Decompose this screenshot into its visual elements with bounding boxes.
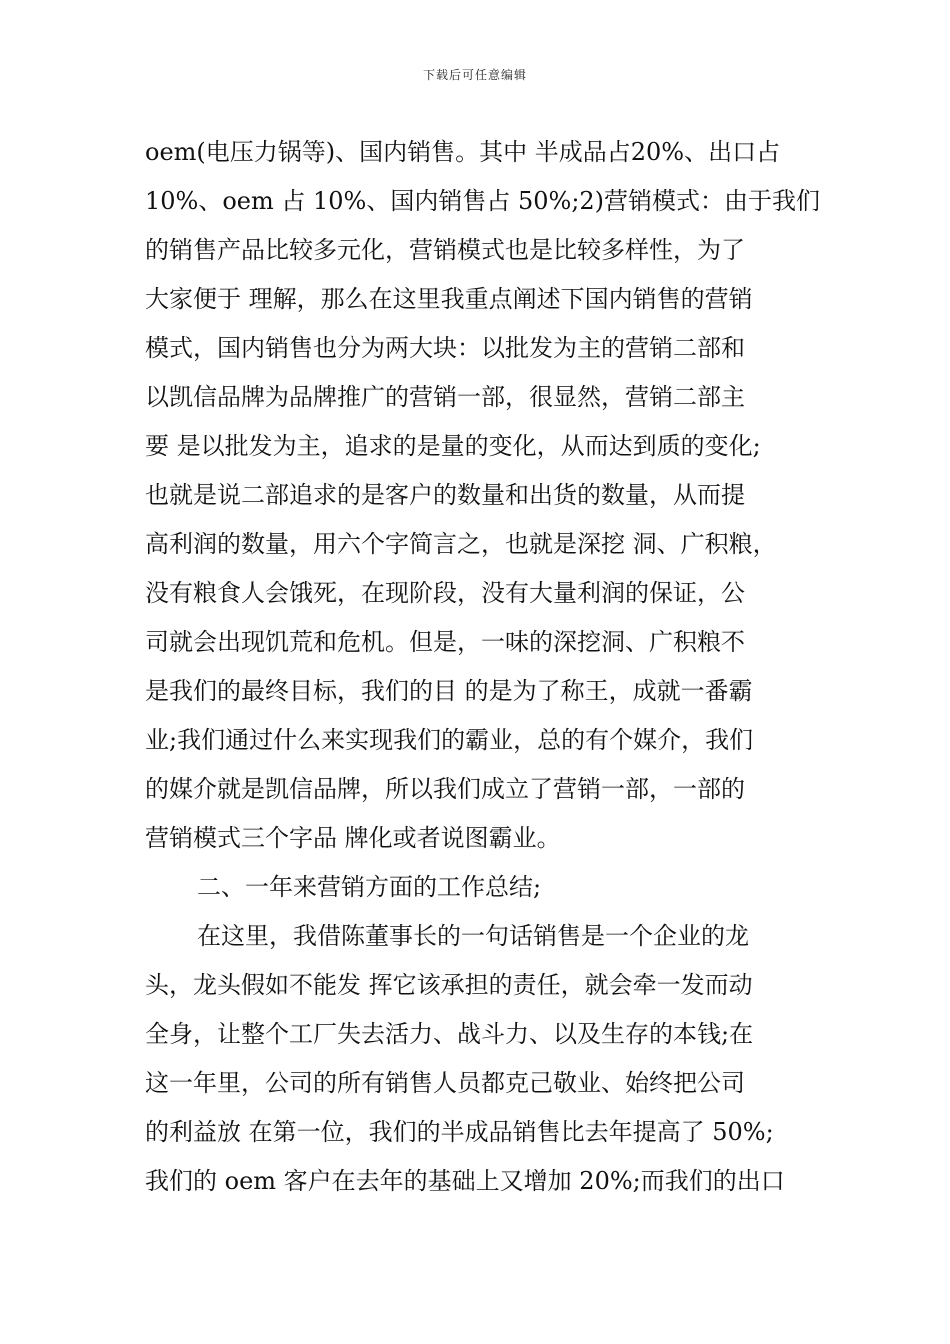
text-line: 的媒介就是凯信品牌，所以我们成立了营销一部，一部的 — [145, 775, 745, 803]
text-line: 头，龙头假如不能发 挥它该承担的责任，就会牵一发而动 — [145, 971, 753, 999]
text-line: 我们的 oem 客户在去年的基础上又增加 20%;而我们的出口 — [145, 1167, 785, 1195]
text-line: 在这里，我借陈董事长的一句话销售是一个企业的龙 — [197, 922, 749, 950]
text-line: 这一年里，公司的所有销售人员都克己敬业、始终把公司 — [145, 1069, 745, 1097]
page-header: 下载后可任意编辑 — [422, 68, 527, 82]
document-body — [145, 128, 821, 1206]
text-line: 也就是说二部追求的是客户的数量和出货的数量，从而提 — [145, 481, 745, 509]
text-line: 的销售产品比较多元化，营销模式也是比较多样性，为了 — [145, 236, 745, 264]
text-line: 要 是以批发为主，追求的是量的变化，从而达到质的变化; — [145, 432, 761, 460]
text-line: 模式，国内销售也分为两大块：以批发为主的营销二部和 — [145, 334, 745, 362]
text-line: oem(电压力锅等)、国内销售。其中 半成品占20%、出口占 — [145, 138, 781, 166]
text-line: 全身，让整个工厂失去活力、战斗力、以及生存的本钱;在 — [145, 1020, 754, 1048]
text-line: 没有粮食人会饿死，在现阶段，没有大量利润的保证，公 — [145, 579, 745, 607]
text-line: 二、一年来营销方面的工作总结; — [197, 873, 542, 901]
text-line: 以凯信品牌为品牌推广的营销一部，很显然，营销二部主 — [145, 383, 745, 411]
text-line: 司就会出现饥荒和危机。但是，一味的深挖洞、广积粮不 — [145, 628, 745, 656]
text-line: 大家便于 理解，那么在这里我重点阐述下国内销售的营销 — [145, 285, 753, 313]
text-line: 业;我们通过什么来实现我们的霸业，总的有个媒介，我们 — [145, 726, 754, 754]
text-line: 营销模式三个字品 牌化或者说图霸业。 — [145, 824, 561, 852]
text-line: 高利润的数量，用六个字简言之，也就是深挖 洞、广积粮， — [145, 530, 777, 558]
text-line: 是我们的最终目标，我们的目 的是为了称王，成就一番霸 — [145, 677, 753, 705]
text-line: 10%、oem 占 10%、国内销售占 50%;2)营销模式：由于我们 — [145, 187, 821, 215]
text-line: 的利益放 在第一位，我们的半成品销售比去年提高了 50%; — [145, 1118, 774, 1146]
